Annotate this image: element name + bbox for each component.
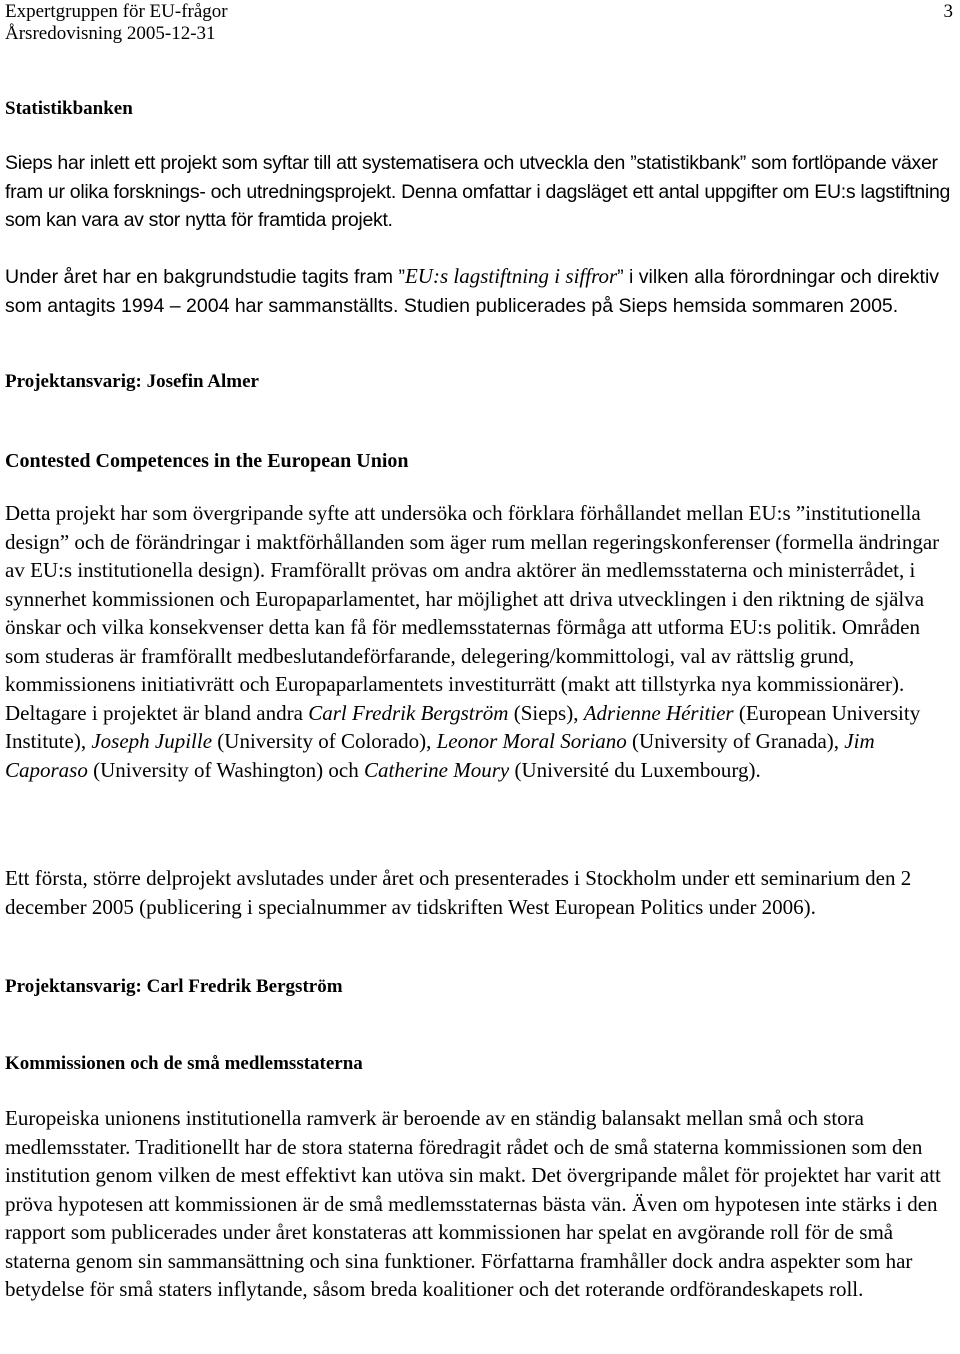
participant-affiliation: (Sieps), [508, 700, 584, 725]
participant-affiliation: (University of Granada), [626, 729, 845, 753]
paragraph-text: Under året har en bakgrundstudie tagits fram ” [5, 266, 405, 288]
paragraph-text: Detta projekt har som övergripande syfte att undersöka och förklara förhållandet mellan EU:s ”institutionella design” och de förändringar i maktförhållanden som äger rum mellan regeringskonferenser (formella ändringar av EU:s institutionella design). Framförallt prövas om andra aktörer än medlemsstaterna och ministerrådet, i synnerhet kommissionen och Europaparlamentet, har möjlighet att driva utvecklingen i den riktning de själva önskar och vilka konsekvenser detta kan få för medlemsstaternas förmåga att utforma EU:s politik. Områden som studeras är framförallt medbeslutandeförfarande, delegering/kommittologi, val av rättslig grund, kommissionens initiativrätt och Europaparlamentets investiturrätt (makt att tillstyrka nya kommissionärer). Deltagare i projektet är bland andra [5, 501, 940, 725]
study-title: EU:s lagstiftning i siffror [404, 264, 618, 288]
page-number: 3 [943, 1, 953, 22]
participant-name: Joseph Jupille [91, 729, 213, 753]
header-organization: Expertgruppen för EU-frågor [5, 1, 228, 22]
participant-name: Jim Caporaso [5, 729, 875, 782]
statistikbanken-paragraph-2 [5, 262, 955, 320]
participant-name: Catherine Moury [364, 757, 510, 782]
contested-paragraph-1 [5, 499, 955, 784]
responsible-almer: Projektansvarig: Josefin Almer [5, 371, 259, 392]
header-report-date: Årsredovisning 2005-12-31 [5, 23, 216, 44]
statistikbanken-paragraph-1: Sieps har inlett ett projekt som syftar till att systematisera och utveckla den ”statistikbank” som fortlöpande växer fram ur olika forsknings- och utredningsprojekt. Denna omfattar i dagsläget ett antal uppgifter om EU:s lagstiftning som kan vara av stor nytta för framtida projekt. [5, 152, 951, 231]
page-header [5, 0, 955, 90]
participant-name: Leonor Moral Soriano [436, 729, 627, 753]
participant-name: Carl Fredrik Bergström [308, 700, 509, 725]
participant-affiliation: (Université du Luxembourg). [509, 757, 761, 782]
participant-affiliation: (European University Institute), [5, 700, 921, 753]
contested-paragraph-2: Ett första, större delprojekt avslutades under året och presenterades i Stockholm under ett seminarium den 2 december 2005 (publicering i specialnummer av tidskriften West European Politics under 2006). [5, 866, 912, 919]
document-page [5, 0, 955, 1301]
kommissionen-paragraph-1: Europeiska unionens institutionella ramverk är beroende av en ständig balansakt mellan små och stora medlemsstater. Traditionellt har de stora staterna föredragit rådet och de små staterna kommissionen som den institution genom vilken de mest effektivt kan utöva sin makt. Det övergripande målet för projektet har varit att pröva hypotesen att kommissionen är de små medlemsstaternas bästa vän. Även om hypotesen inte stärks i den rapport som publicerades under året konstateras att kommissionen har spelat en avgörande roll för de små staterna genom sin sammansättning och sina funktioner. Författarna framhåller dock andra aspekter som har betydelse för små staters inflytande, såsom breda koalitioner och det roterande ordförandeskapets roll. [5, 1106, 941, 1301]
participant-affiliation: (University of Colorado), [212, 729, 437, 753]
participant-name: Adrienne Héritier [583, 700, 734, 725]
section-title-kommissionen: Kommissionen och de små medlemsstaterna [5, 1053, 363, 1074]
responsible-bergstrom: Projektansvarig: Carl Fredrik Bergström [5, 976, 343, 997]
section-title-statistikbanken: Statistikbanken [5, 98, 133, 119]
section-title-contested-competences: Contested Competences in the European Union [5, 450, 409, 472]
participant-affiliation: (University of Washington) och [87, 757, 364, 782]
paragraph-text: ” i vilken alla förordningar och direktiv som antagits 1994 – 2004 har sammanställts. Studien publicerades på Sieps hemsida sommaren 2005. [5, 266, 940, 317]
